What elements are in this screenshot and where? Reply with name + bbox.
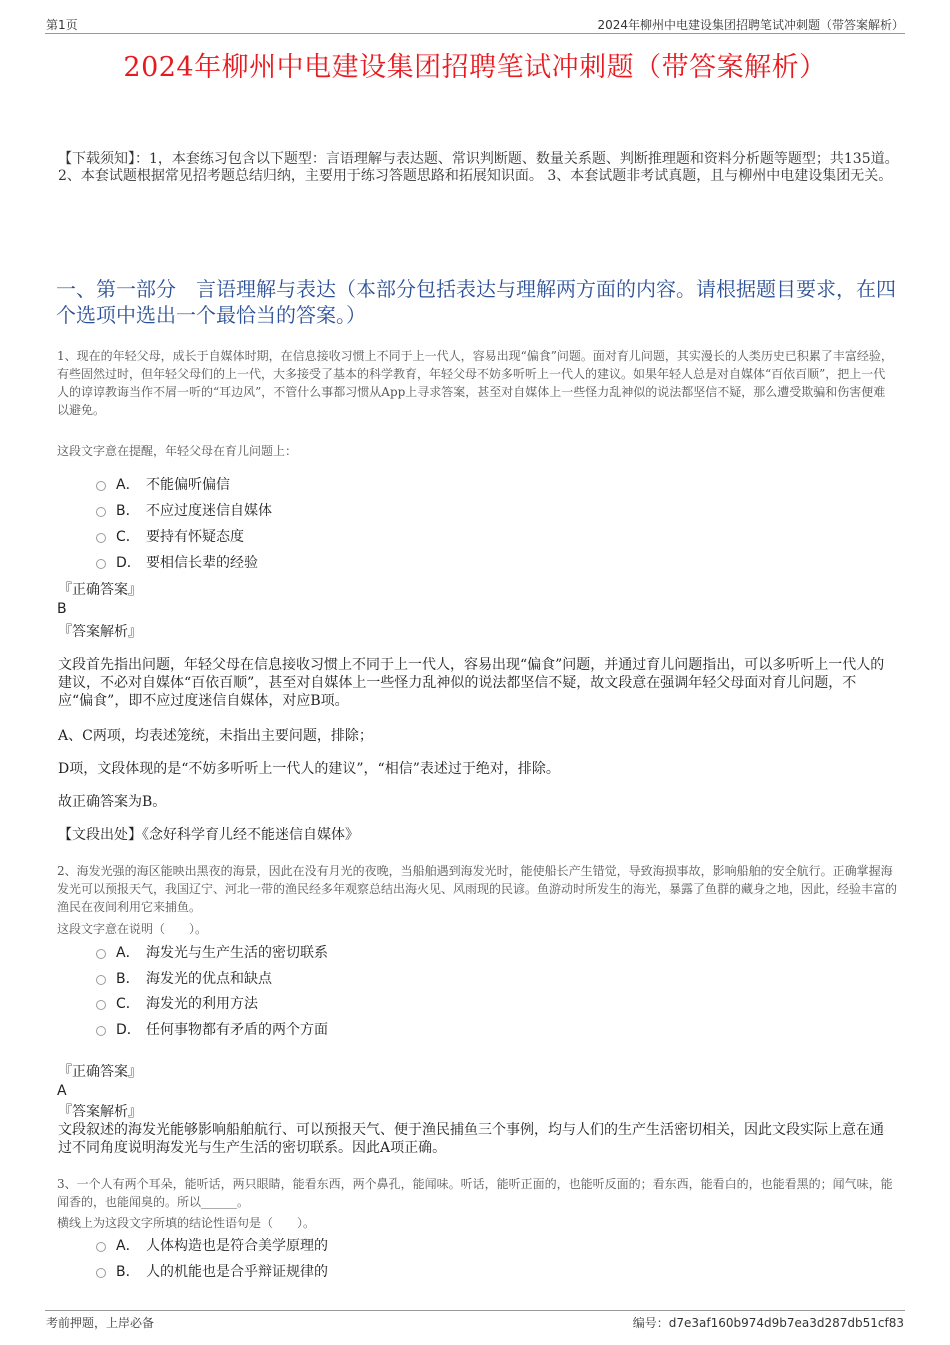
question-1-prompt: 这段文字意在提醒，年轻父母在育儿问题上： [57, 444, 298, 458]
q2-analysis-label: 『答案解析』 [58, 1104, 142, 1120]
radio-icon[interactable] [96, 1026, 106, 1036]
section-heading: 一、第一部分 言语理解与表达（本部分包括表达与理解两方面的内容。请根据题目要求，在四个选项中选出一个最恰当的答案。） [56, 277, 896, 327]
question-2-text: 2、海发光强的海区能映出黑夜的海景，因此在没有月光的夜晚，当船舶遇到海发光时，能使船长产生错觉，导致海损事故，影响船舶的安全航行。正确掌握海发光可以预报天气，我国辽宁、河北一带的渔民经多年观察总结出海火见、风雨现的民谚。鱼游动时所发生的海光，暴露了鱼群的藏身之地，因此，经验丰富的渔民在夜间利用它来捕鱼。 [57, 864, 898, 914]
radio-icon[interactable] [96, 1000, 106, 1010]
footer-slogan: 考前押题，上岸必备 [46, 1316, 155, 1330]
radio-icon[interactable] [96, 507, 106, 517]
radio-icon[interactable] [96, 1268, 106, 1278]
q2-correct-answer-label: 『正确答案』 [58, 1064, 142, 1080]
question-3-prompt: 横线上为这段文字所填的结论性语句是（ ）。 [57, 1216, 316, 1230]
q2-analysis-paragraph: 文段叙述的海发光能够影响船舶航行、可以预报天气、便于渔民捕鱼三个事例，均与人们的生产生活密切相关，因此文段实际上意在通过不同角度说明海发光与生产生活的密切联系。因此A项正确。 [58, 1122, 884, 1156]
q2-option-d[interactable]: D． 任何事物都有矛盾的两个方面 [96, 1020, 328, 1040]
radio-icon[interactable] [96, 533, 106, 543]
radio-icon[interactable] [96, 949, 106, 959]
document-code-value: d7e3af160b974d9b7ea3d287db51cf83 [668, 1316, 904, 1330]
q2-option-a[interactable]: A． 海发光与生产生活的密切联系 [96, 943, 328, 963]
footer-rule [45, 1310, 905, 1311]
q1-analysis-paragraph: 文段首先指出问题，年轻父母在信息接收习惯上不同于上一代人，容易出现“偏食”问题，并通过育儿问题指出，可以多听听上一代人的建议，不必对自媒体“百依百顺”，甚至对自媒体上一些怪力乱神似的说法都坚信不疑，故文段意在强调年轻父母面对育儿问题，不应“偏食”，即不应过度迷信自媒体，对应B项。 [58, 657, 885, 709]
q2-option-b[interactable]: B． 海发光的优点和缺点 [96, 969, 272, 989]
q1-source: 【文段出处】《念好科学育儿经不能迷信自媒体》 [58, 827, 359, 843]
q3-option-b[interactable]: B． 人的机能也是合乎辩证规律的 [96, 1262, 328, 1282]
q1-option-d[interactable]: D． 要相信长辈的经验 [96, 553, 258, 573]
download-notice: 【下载须知】：1，本套练习包含以下题型：言语理解与表达题、常识判断题、数量关系题、判断推理题和资料分析题等题型；共135道。 2、本套试题根据常见招考题总结归纳，主要用于练习答题思路和拓展知识面。 3、本套试题非考试真题，且与柳州中电建设集团无关。 [58, 151, 899, 184]
q1-option-a[interactable]: A． 不能偏听偏信 [96, 475, 230, 495]
running-header-title: 2024年柳州中电建设集团招聘笔试冲刺题（带答案解析） [597, 18, 904, 32]
q1-option-c[interactable]: C． 要持有怀疑态度 [96, 527, 244, 547]
question-1-text: 1、现在的年轻父母，成长于自媒体时期，在信息接收习惯上不同于上一代人，容易出现“偏食”问题。面对育儿问题，其实漫长的人类历史已积累了丰富经验，有些固然过时，但年轻父母们的上一代，大多接受了基本的科学教育，年轻父母不妨多听听上一代人的建议。如果年轻人总是对自媒体“百依百顺”，把上一代人的谆谆教诲当作不屑一听的“耳边风”，不管什么事都习惯从App上寻求答案，甚至对自媒体上一些怪力乱神似的说法都坚信不疑，那么遭受欺骗和伤害便难以避免。 [57, 349, 893, 417]
document-title: 2024年柳州中电建设集团招聘笔试冲刺题（带答案解析） [123, 52, 827, 83]
q2-option-c[interactable]: C． 海发光的利用方法 [96, 994, 258, 1014]
document-code-label: 编号： [632, 1316, 669, 1330]
header-rule [45, 33, 905, 34]
radio-icon[interactable] [96, 481, 106, 491]
document-code [633, 1314, 904, 1331]
q1-analysis-label: 『答案解析』 [58, 624, 142, 640]
q1-analysis-conclusion: 故正确答案为B。 [58, 794, 167, 810]
question-2-prompt: 这段文字意在说明（ ）。 [57, 922, 208, 936]
q1-analysis-line: D项，文段体现的是“不妨多听听上一代人的建议”，“相信”表述过于绝对，排除。 [58, 761, 560, 777]
page-number: 第1页 [46, 18, 78, 32]
q2-correct-answer: A [57, 1083, 67, 1099]
radio-icon[interactable] [96, 1242, 106, 1252]
radio-icon[interactable] [96, 559, 106, 569]
q3-option-a[interactable]: A． 人体构造也是符合美学原理的 [96, 1236, 328, 1256]
q1-correct-answer-label: 『正确答案』 [58, 582, 142, 598]
question-3-text: 3、一个人有两个耳朵，能听话，两只眼睛，能看东西，两个鼻孔，能闻味。听话，能听正面的，也能听反面的；看东西，能看白的，也能看黑的；闻气味，能闻香的，也能闻臭的。所以______。 [57, 1177, 893, 1209]
q1-option-b[interactable]: B． 不应过度迷信自媒体 [96, 501, 272, 521]
radio-icon[interactable] [96, 975, 106, 985]
q1-correct-answer: B [57, 601, 67, 617]
q1-analysis-line: A、C两项，均表述笼统，未指出主要问题，排除； [58, 728, 373, 744]
